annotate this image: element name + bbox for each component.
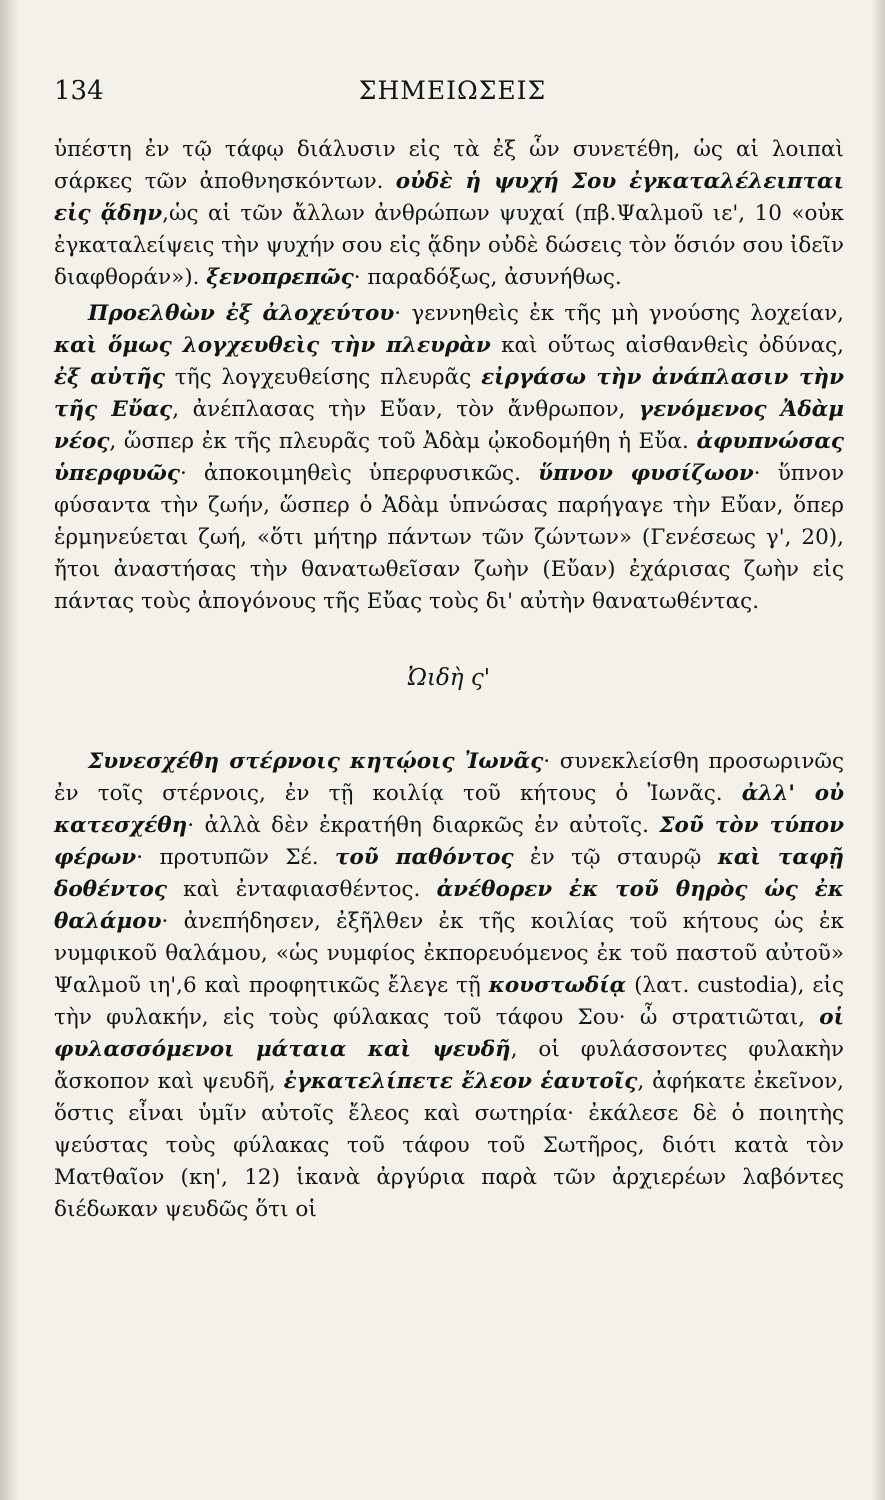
ode-heading: Ὠιδὴ ς' [407, 665, 491, 691]
lemma: καὶ ταφῇ δοθέντος [54, 845, 845, 902]
page-edge-shadow-right [871, 0, 885, 1500]
text-span: · γεννηθεὶς ἐκ τῆς μὴ γνούσης λοχείαν, [394, 301, 845, 326]
paragraph-3 [54, 746, 844, 1226]
text-span: · ἀλλὰ δὲν ἐκρατήθη διαρκῶς ἐν αὐτοῖς. [187, 813, 660, 838]
lemma: ξενοπρεπῶς [206, 265, 354, 290]
page-edge-shadow-left [0, 0, 18, 1500]
lemma: κουστωδίᾳ [488, 973, 627, 998]
text-span: · προτυπῶν Σέ. [136, 845, 335, 870]
lemma: ἐξ αὐτῆς [54, 365, 165, 390]
text-span: τῆς λογχευθείσης πλευρᾶς [164, 365, 482, 390]
text-span: , ἀφήκατε ἐκεῖνον, ὅστις εἶναι ὑμῖν αὐτοῖς ἔλεος καὶ σωτηρία· ἐκάλεσε δὲ ὁ ποιητὴς ψεύστας τοὺς φύλακας τοῦ τάφου τοῦ Σωτῆρος, διότι κατὰ τὸν Ματθαῖον (κη', 12) ἱκανὰ ἀργύρια παρὰ τῶν ἀρχιερέων λαβόντες διέδωκαν ψευδῶς ὅτι οἱ [54, 1069, 845, 1222]
page-number: 134 [54, 76, 104, 106]
lemma: ὕπνον φυσίζωον [538, 461, 754, 486]
lemma: εἰργάσω τὴν ἀνάπλασιν τὴν τῆς Εὔας [54, 365, 844, 422]
text-span: · παραδόξως, ἀσυνήθως. [353, 265, 622, 290]
running-title: ΣΗΜΕΙΩΣΕΙΣ [358, 76, 547, 105]
lemma: ἀνέθορεν ἐκ τοῦ θηρὸς ὡς ἐκ θαλάμου [54, 877, 844, 934]
text-span: , ἀνέπλασας τὴν Εὔαν, τὸν ἄνθρωπον, [172, 397, 639, 422]
text-span: , οἱ φυλάσσοντες φυλακὴν ἄσκοπον καὶ ψευδῆ, [54, 1037, 844, 1094]
lemma: ἀλλ' οὐ κατεσχέθη [54, 781, 844, 838]
text-span: καὶ οὕτως αἰσθανθεὶς ὀδύνας, [490, 333, 844, 358]
body-text [54, 134, 844, 1226]
text-span: καὶ ἐνταφιασθέντος. [166, 877, 437, 902]
text-span: (λατ. custodia), εἰς τὴν φυλακήν, εἰς τοὺς φύλακας τοῦ τάφου Σου· ὦ στρατιῶται, [54, 973, 845, 1030]
lemma: καὶ ὅμως λογχευθεὶς τὴν πλευρὰν [54, 333, 491, 358]
text-span: , ὥσπερ ἐκ τῆς πλευρᾶς τοῦ Ἀδὰμ ᾠκοδομήθη ἡ Εὔα. [109, 429, 697, 454]
text-span: · ἀποκοιμηθεὶς ὑπερφυσικῶς. [179, 461, 539, 486]
text-span: · ὕπνον φύσαντα τὴν ζωήν, ὥσπερ ὁ Ἀδὰμ ὑπνώσας παρήγαγε τὴν Εὔαν, ὅπερ ἑρμηνεύεται ζωή, «ὅτι μήτηρ πάντων τῶν ζώντων» (Γενέσεως γ', 20), ἤτοι ἀναστήσας τὴν θανατωθεῖσαν ζωὴν (Εὔαν) ἐχάρισας ζωὴν εἰς πάντας τοὺς ἀπογόνους τῆς Εὔας τοὺς δι' αὐτὴν θανατωθέντας. [54, 461, 845, 614]
text-span: ,ὡς αἱ τῶν ἄλλων ἀνθρώπων ψυχαί (πβ.Ψαλμοῦ ιε', 10 «οὐκ ἐγκαταλείψεις τὴν ψυχήν σου εἰς ᾅδην οὐδὲ δώσεις τὸν ὅσιόν σου ἰδεῖν διαφθοράν»). [54, 201, 844, 290]
lemma: Σοῦ τὸν τύπον φέρων [54, 813, 844, 870]
lemma: γενόμενος Ἀδὰμ νέος [54, 397, 844, 454]
lemma: τοῦ παθόντος [334, 845, 514, 870]
text-span: ἐν τῷ σταυρῷ [513, 845, 718, 870]
lemma: ἐγκατελίπετε ἔλεον ἑαυτοῖς [283, 1069, 638, 1094]
lemma: οὐδὲ ἡ ψυχή Σου ἐγκαταλέλειπται εἰς ᾅδην [54, 169, 844, 226]
paragraph-2 [54, 298, 844, 618]
lemma: ἀφυπνώσας ὑπερφυῶς [54, 429, 844, 486]
lemma: Συνεσχέθη στέρνοις κητῴοις Ἰωνᾶς [88, 749, 544, 774]
paragraph-1 [54, 134, 844, 294]
lemma: Προελθὼν ἐξ ἀλοχεύτου [88, 301, 395, 326]
text-span: · ἀνεπήδησεν, ἐξῆλθεν ἐκ τῆς κοιλίας τοῦ κήτους ὡς ἐκ νυμφικοῦ θαλάμου, «ὡς νυμφίος ἐκπορευόμενος ἐκ τοῦ παστοῦ αὐτοῦ» Ψαλμοῦ ιη',6 καὶ προφητικῶς ἔλεγε τῇ [54, 909, 844, 998]
lemma: οἱ φυλασσόμενοι μάταια καὶ ψευδῆ [54, 1005, 844, 1062]
text-span: · συνεκλείσθη προσωρινῶς ἐν τοῖς στέρνοις, ἐν τῇ κοιλίᾳ τοῦ κήτους ὁ Ἰωνᾶς. [54, 749, 844, 806]
text-span: ὑπέστη ἐν τῷ τάφῳ διάλυσιν εἰς τὰ ἐξ ὧν συνετέθη, ὡς αἱ λοιπαὶ σάρκες τῶν ἀποθνησκόντων. [54, 137, 844, 194]
